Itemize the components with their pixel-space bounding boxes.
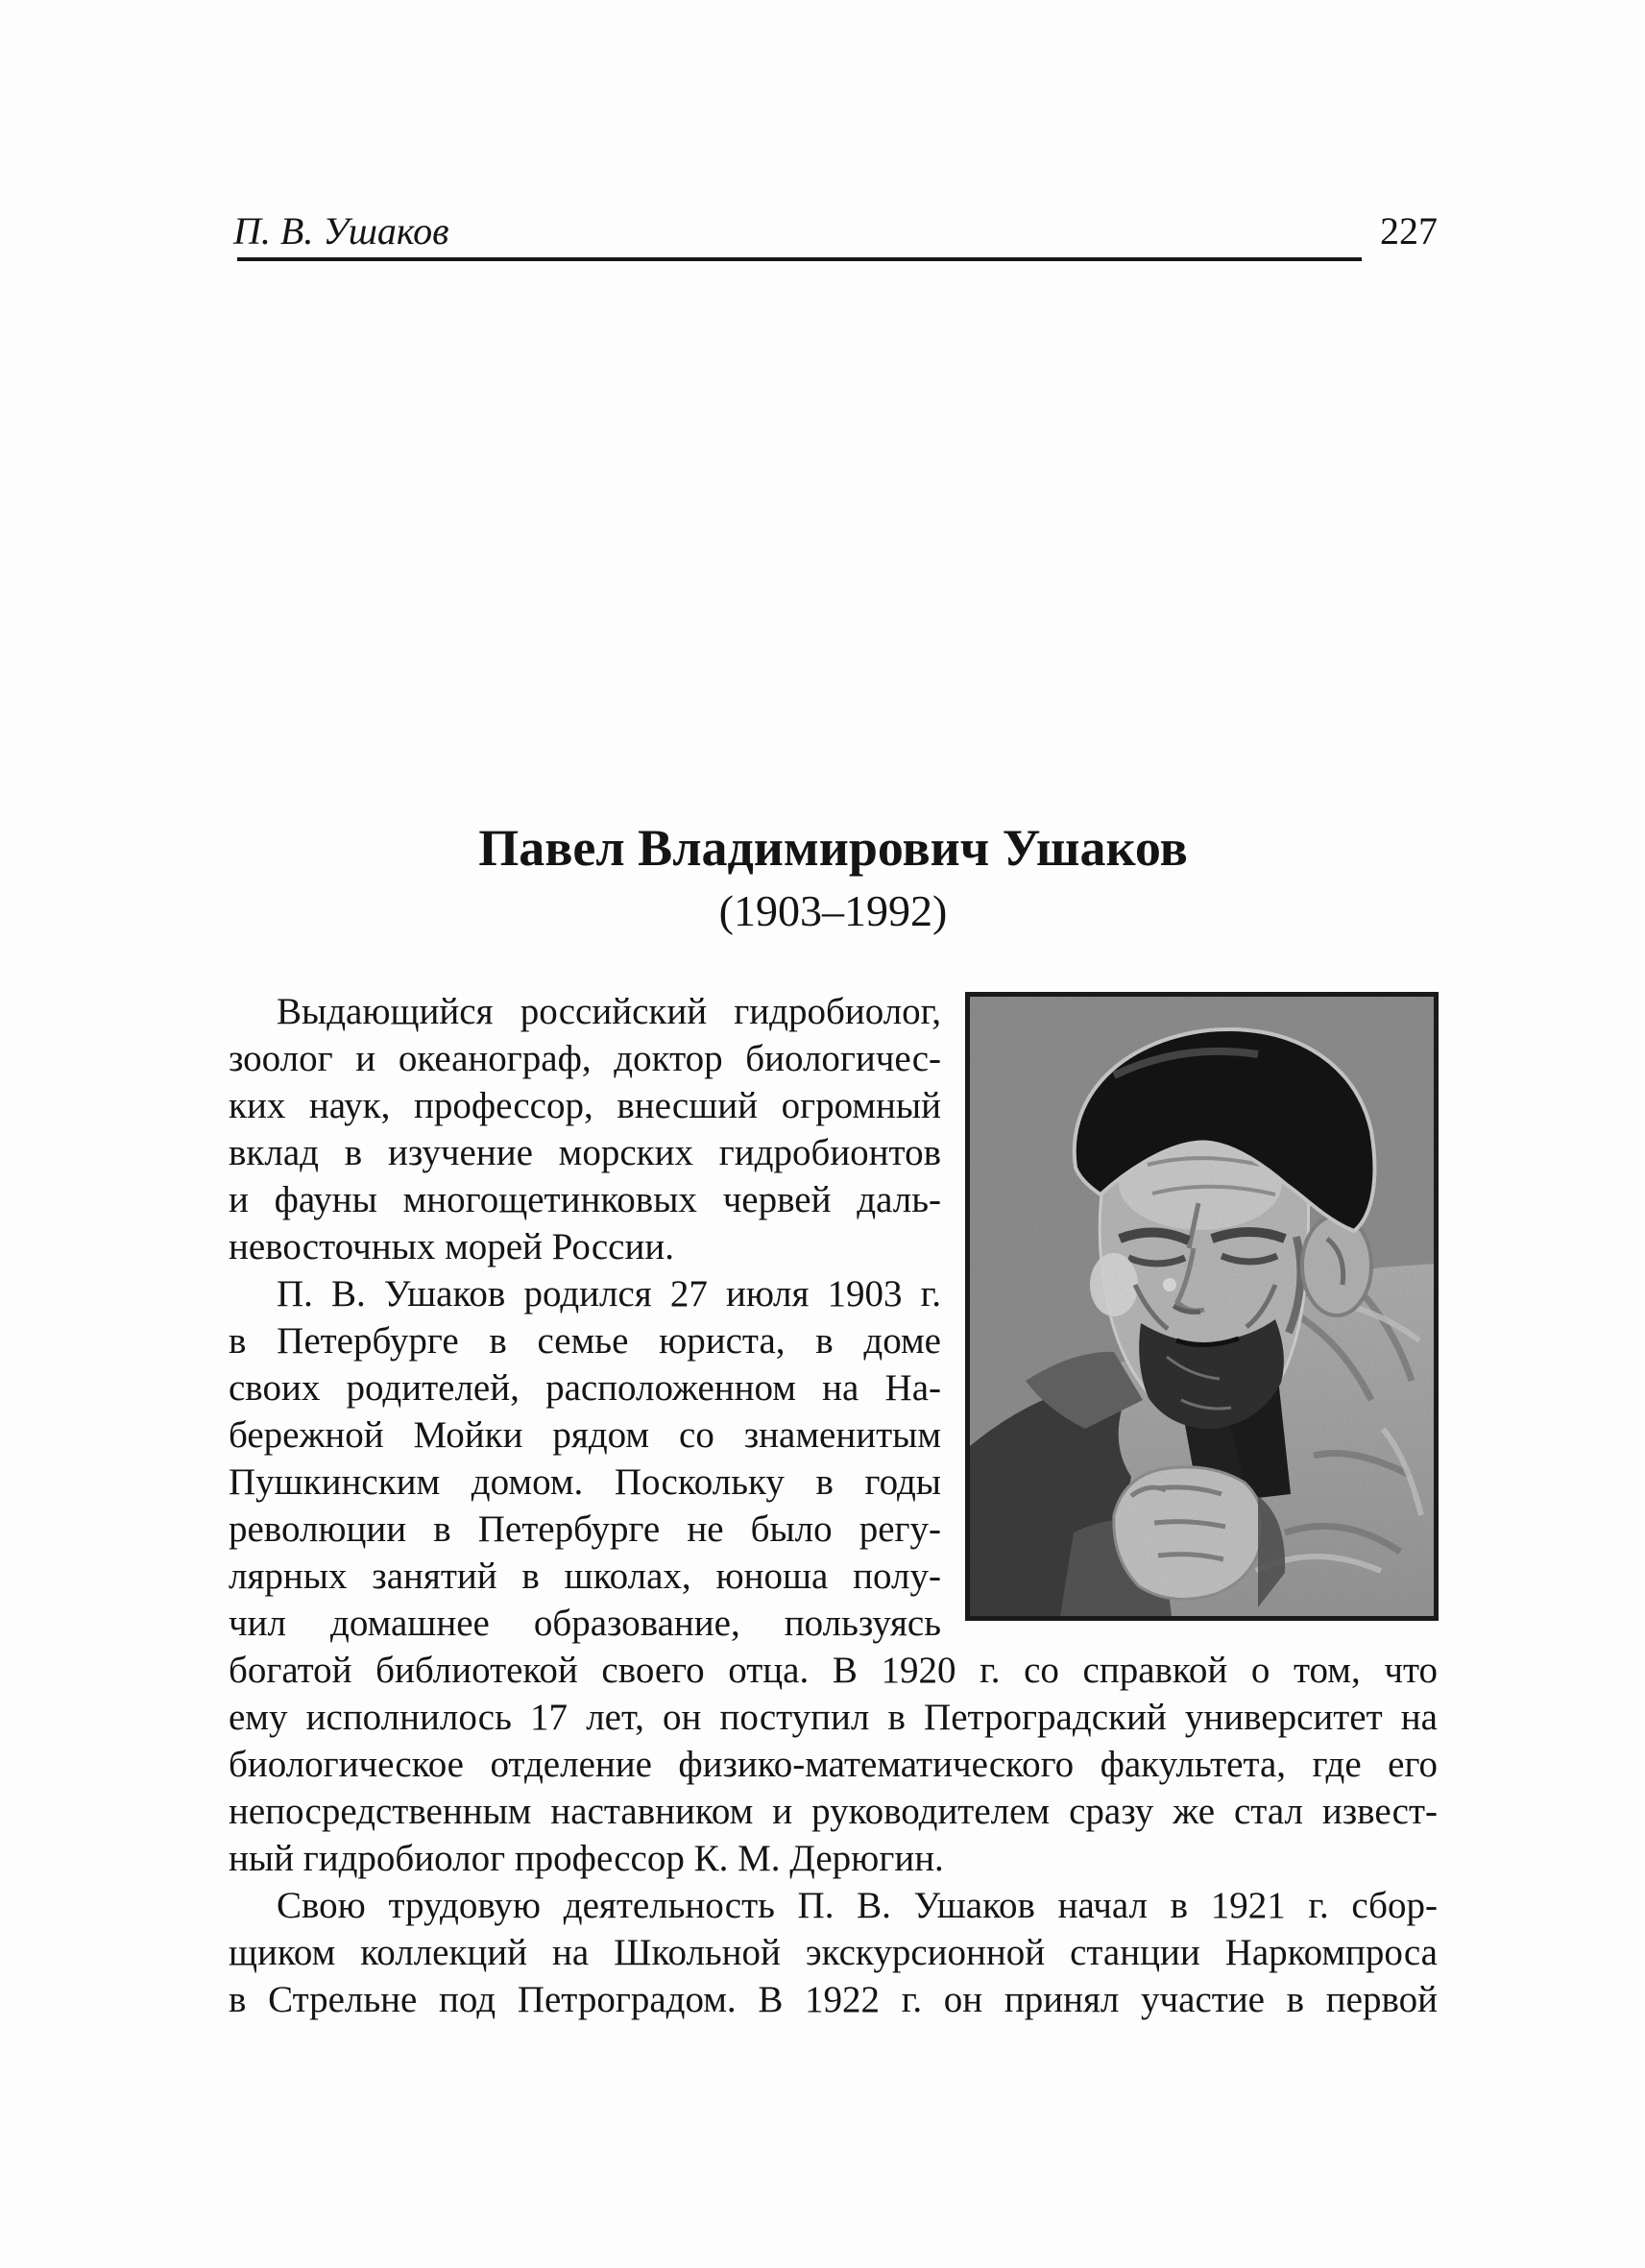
body-text-line: в Стрельне под Петроградом. В 1922 г. он принял участие в первой xyxy=(229,1979,1438,2020)
article-years: (1903–1992) xyxy=(718,886,948,935)
body-text-line: щиком коллекций на Школьной экскурсионной станции Наркомпроса xyxy=(229,1932,1438,1973)
body-text-line: ких наук, профессор, внесший огромный xyxy=(229,1085,941,1126)
running-title: П. В. Ушаков xyxy=(233,209,449,253)
body-text-line: своих родителей, расположенном на На- xyxy=(229,1367,941,1409)
body-text-line: Пушкинским домом. Поскольку в годы xyxy=(229,1461,941,1503)
body-text-line: и фауны многощетинковых червей даль- xyxy=(229,1179,941,1220)
text-column-narrow xyxy=(229,988,941,1647)
body-text-line: ему исполнилось 17 лет, он поступил в Петроградский университет на xyxy=(229,1697,1438,1738)
body-text-line: бережной Мойки рядом со знаменитым xyxy=(229,1414,941,1456)
portrait-illustration xyxy=(970,997,1434,1616)
body-text-line: невосточных морей России. xyxy=(229,1226,674,1267)
body-text-line: богатой библиотекой своего отца. В 1920 г. со справкой о том, что xyxy=(229,1650,1438,1691)
body-text-line: чил домашнее образование, пользуясь xyxy=(229,1603,941,1644)
portrait-photo xyxy=(965,992,1439,1621)
body-text-line: Выдающийся российский гидробиолог, xyxy=(277,991,941,1032)
body-text-line: зоолог и океанограф, доктор биологичес- xyxy=(229,1038,941,1079)
body-text-line: вклад в изучение морских гидробионтов xyxy=(229,1132,941,1173)
body-text-line: П. В. Ушаков родился 27 июля 1903 г. xyxy=(277,1273,941,1315)
article-title: Павел Владимирович Ушаков xyxy=(478,819,1188,877)
body-text-line: лярных занятий в школах, юноша полу- xyxy=(229,1556,941,1597)
body-text-line: биологическое отделение физико-математического факультета, где его xyxy=(229,1744,1438,1785)
body-text-line: в Петербурге в семье юриста, в доме xyxy=(229,1320,941,1362)
body-text-line: ный гидробиолог профессор К. М. Дерюгин. xyxy=(229,1838,944,1879)
text-column-full xyxy=(229,1647,1438,2023)
photo-grain xyxy=(970,997,1434,1616)
header-rule xyxy=(237,257,1362,261)
body-text-line: революции в Петербурге не было регу- xyxy=(229,1508,941,1550)
body-text-line: Свою трудовую деятельность П. В. Ушаков начал в 1921 г. сбор- xyxy=(277,1885,1438,1926)
page-number: 227 xyxy=(1380,209,1438,253)
body-text-line: непосредственным наставником и руководителем сразу же стал извест- xyxy=(229,1791,1438,1832)
